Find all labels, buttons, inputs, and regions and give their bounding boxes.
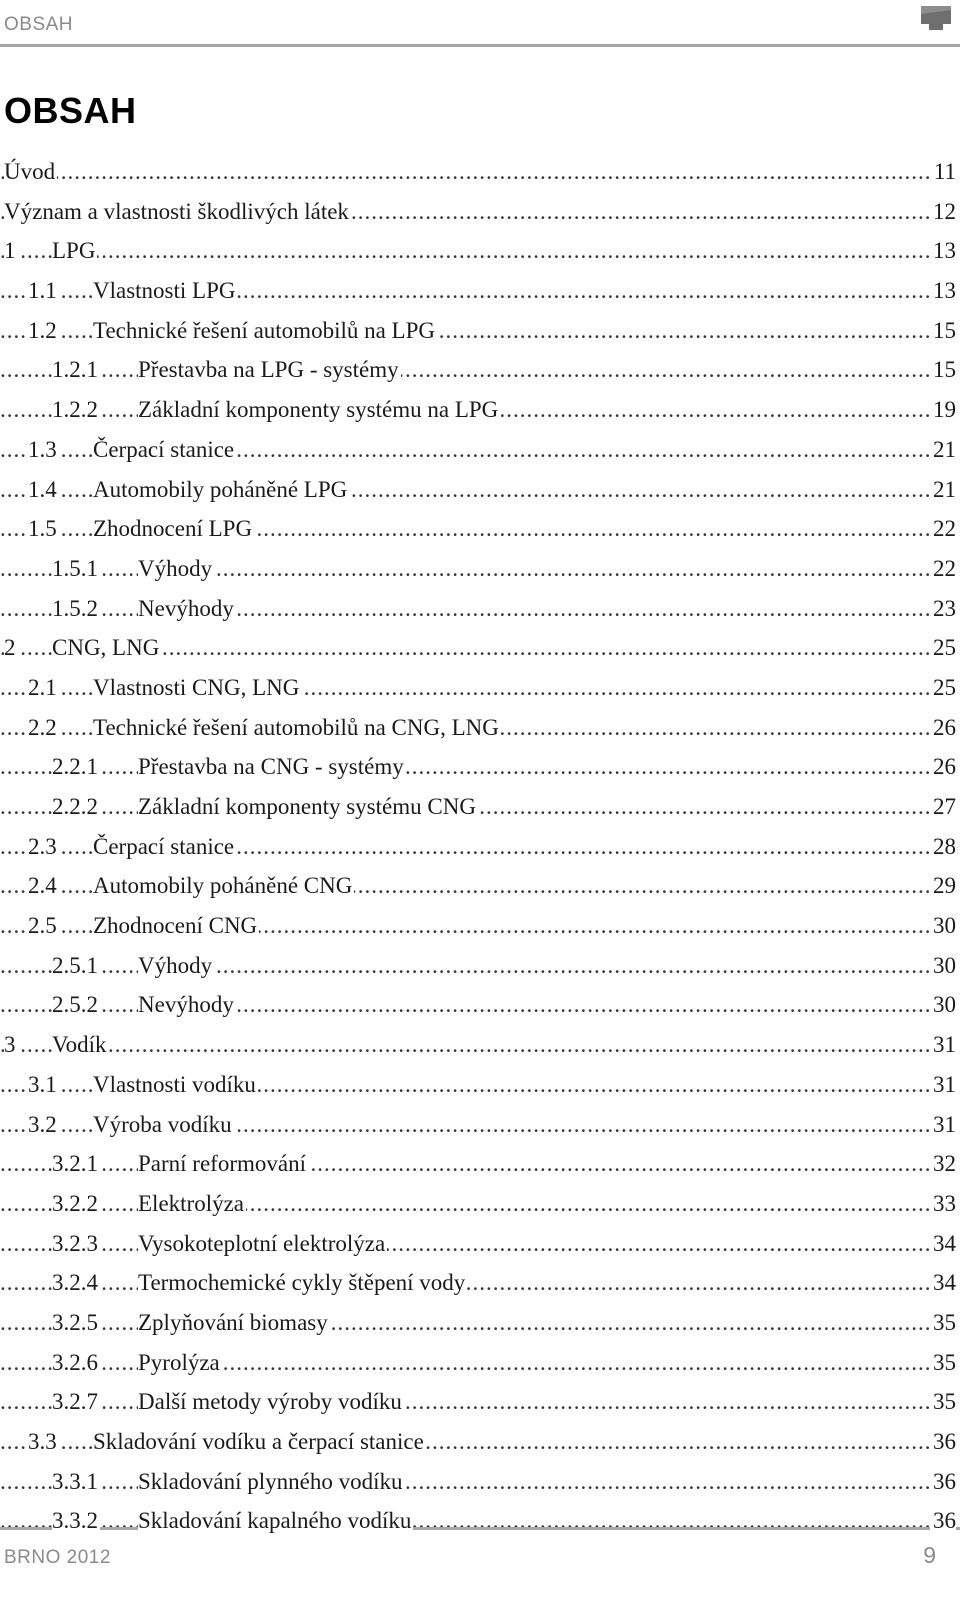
toc-entry[interactable] (0, 1065, 956, 1105)
toc-entry-number: 3 (4, 1025, 18, 1065)
toc-entry-number: 3.2 (28, 1105, 59, 1145)
toc-entry-label: Skladování kapalného vodíku (138, 1501, 413, 1541)
toc-entry[interactable] (0, 747, 956, 787)
toc-entry-page: 23 (930, 589, 956, 629)
toc-entry[interactable] (0, 787, 956, 827)
toc-entry-label: Automobily poháněné CNG (93, 866, 354, 906)
toc-entry-number: 2.5 (28, 906, 59, 946)
toc-entry[interactable] (0, 470, 956, 510)
toc-entry-label: Přestavba na LPG - systémy (138, 350, 401, 390)
toc-entry-page: 19 (930, 390, 956, 430)
toc-entry-number: 2.3 (28, 827, 59, 867)
toc-entry-number: 1.2 (28, 311, 59, 351)
page-title: OBSAH (4, 90, 137, 131)
toc-entry-label: Úvod (4, 152, 57, 192)
toc-entry-number: 1.1 (28, 271, 59, 311)
toc-entry-label: Význam a vlastnosti škodlivých látek (4, 192, 351, 232)
toc-entry-page: 32 (930, 1144, 956, 1184)
toc-entry-number: 2.5.2 (52, 985, 100, 1025)
toc-entry-page: 34 (930, 1224, 956, 1264)
toc-entry-label: Skladování plynného vodíku (138, 1462, 404, 1502)
toc-entry-label: CNG, LNG (52, 628, 161, 668)
toc-entry-number: 2.2 (28, 708, 59, 748)
toc-entry-page: 30 (930, 985, 956, 1025)
header-rule (0, 44, 960, 47)
toc-entry[interactable] (0, 1025, 956, 1065)
toc-entry[interactable] (0, 1343, 956, 1383)
toc-entry-label: Pyrolýza (138, 1343, 222, 1383)
toc-entry[interactable] (0, 985, 956, 1025)
toc-entry-number: 2.1 (28, 668, 59, 708)
toc-entry[interactable] (0, 152, 956, 192)
toc-entry-page: 12 (930, 192, 956, 232)
toc-entry-page: 35 (930, 1303, 956, 1343)
toc-entry[interactable] (0, 1462, 956, 1502)
toc-entry-label: Základní komponenty systému CNG (138, 787, 478, 827)
toc-entry[interactable] (0, 509, 956, 549)
toc-entry-number: 2.5.1 (52, 946, 100, 986)
toc-entry-label: Čerpací stanice (93, 827, 236, 867)
toc-entry-page: 35 (930, 1382, 956, 1422)
toc-entry-number: 3.2.3 (52, 1224, 100, 1264)
toc-entry-page: 21 (930, 430, 956, 470)
toc-entry-page: 26 (930, 708, 956, 748)
toc-entry[interactable] (0, 866, 956, 906)
toc-entry-label: Výhody (138, 549, 214, 589)
header-title: OBSAH (4, 14, 74, 35)
toc-entry-number: 1.5.1 (52, 549, 100, 589)
toc-entry[interactable] (0, 271, 956, 311)
toc-entry-number: 3.2.5 (52, 1303, 100, 1343)
toc-entry-number: 1.3 (28, 430, 59, 470)
toc-entry-label: Nevýhody (138, 589, 236, 629)
toc-entry-label: Termochemické cykly štěpení vody (138, 1263, 467, 1303)
toc-entry[interactable] (0, 1105, 956, 1145)
toc-entry-page: 26 (930, 747, 956, 787)
toc-entry-label: Přestavba na CNG - systémy (138, 747, 406, 787)
toc-entry-page: 15 (930, 350, 956, 390)
toc-entry-label: Technické řešení automobilů na CNG, LNG (93, 708, 501, 748)
table-of-contents (0, 152, 956, 1541)
toc-entry[interactable] (0, 1263, 956, 1303)
toc-entry-label: Základní komponenty systému na LPG (138, 390, 500, 430)
toc-entry-label: Zhodnocení CNG (93, 906, 259, 946)
toc-entry-page: 29 (930, 866, 956, 906)
toc-entry[interactable] (0, 390, 956, 430)
toc-entry-number: 3.2.4 (52, 1263, 100, 1303)
toc-entry-label: Vlastnosti LPG (93, 271, 237, 311)
toc-entry[interactable] (0, 231, 956, 271)
toc-entry-label: Zplyňování biomasy (138, 1303, 330, 1343)
toc-entry-label: Vodík (52, 1025, 109, 1065)
toc-entry-number: 3.3.2 (52, 1501, 100, 1541)
toc-entry-page: 34 (930, 1263, 956, 1303)
toc-entry-number: 3.2.2 (52, 1184, 100, 1224)
toc-entry[interactable] (0, 350, 956, 390)
toc-entry[interactable] (0, 589, 956, 629)
toc-entry-page: 13 (930, 271, 956, 311)
toc-entry-number: 3.2.7 (52, 1382, 100, 1422)
toc-entry-page: 27 (930, 787, 956, 827)
toc-entry-label: Vlastnosti vodíku (93, 1065, 258, 1105)
toc-entry[interactable] (0, 1184, 956, 1224)
toc-entry-label: Vlastnosti CNG, LNG (93, 668, 301, 708)
toc-entry[interactable] (0, 1501, 956, 1541)
toc-entry-page: 13 (930, 231, 956, 271)
toc-entry[interactable] (0, 1303, 956, 1343)
toc-entry[interactable] (0, 628, 956, 668)
toc-entry-page: 36 (930, 1462, 956, 1502)
toc-entry-page: 25 (930, 668, 956, 708)
toc-entry-label: Vysokoteplotní elektrolýza (138, 1224, 387, 1264)
toc-entry[interactable] (0, 708, 956, 748)
toc-entry[interactable] (0, 430, 956, 470)
toc-entry-number: 1.5.2 (52, 589, 100, 629)
toc-entry-number: 3.3 (28, 1422, 59, 1462)
toc-entry-label: Skladování vodíku a čerpací stanice (93, 1422, 426, 1462)
toc-entry[interactable] (0, 668, 956, 708)
toc-entry-page: 28 (930, 827, 956, 867)
toc-entry-page: 36 (930, 1501, 956, 1541)
university-logo-icon (921, 4, 951, 34)
toc-entry-page: 31 (930, 1065, 956, 1105)
toc-entry-number: 1 (4, 231, 18, 271)
toc-entry-number: 2.4 (28, 866, 59, 906)
toc-entry-label: Elektrolýza (138, 1184, 246, 1224)
toc-entry-page: 25 (930, 628, 956, 668)
toc-entry[interactable] (0, 311, 956, 351)
toc-entry-number: 1.5 (28, 509, 59, 549)
footer-location-year: BRNO 2012 (4, 1547, 111, 1568)
toc-entry[interactable] (0, 192, 956, 232)
toc-entry-number: 1.2.2 (52, 390, 100, 430)
toc-dot-leader (0, 231, 956, 271)
toc-entry-label: Automobily poháněné LPG (93, 470, 349, 510)
toc-entry-page: 35 (930, 1343, 956, 1383)
toc-entry-label: Nevýhody (138, 985, 236, 1025)
page-header (0, 0, 960, 46)
toc-entry[interactable] (0, 549, 956, 589)
toc-entry[interactable] (0, 1224, 956, 1264)
toc-entry-page: 31 (930, 1025, 956, 1065)
toc-entry-label: LPG (52, 231, 97, 271)
toc-entry-page: 21 (930, 470, 956, 510)
toc-entry-label: Další metody výroby vodíku (138, 1382, 404, 1422)
toc-entry-label: Technické řešení automobilů na LPG (93, 311, 437, 351)
toc-entry-label: Parní reformování (138, 1144, 308, 1184)
toc-entry[interactable] (0, 906, 956, 946)
toc-entry-number: 1.2.1 (52, 350, 100, 390)
toc-entry-label: Výhody (138, 946, 214, 986)
toc-entry[interactable] (0, 1382, 956, 1422)
toc-entry-number: 2.2.2 (52, 787, 100, 827)
toc-entry[interactable] (0, 1144, 956, 1184)
toc-entry-page: 30 (930, 906, 956, 946)
toc-entry[interactable] (0, 827, 956, 867)
toc-entry-label: Výroba vodíku (93, 1105, 234, 1145)
toc-entry-page: 11 (931, 152, 956, 192)
toc-entry-page: 30 (930, 946, 956, 986)
toc-entry[interactable] (0, 1422, 956, 1462)
toc-entry-page: 36 (930, 1422, 956, 1462)
toc-entry-page: 22 (930, 509, 956, 549)
toc-entry-label: Čerpací stanice (93, 430, 236, 470)
toc-entry-label: Zhodnocení LPG (93, 509, 254, 549)
toc-entry-number: 2.2.1 (52, 747, 100, 787)
toc-dot-leader (0, 1025, 956, 1065)
toc-entry-number: 3.2.1 (52, 1144, 100, 1184)
toc-entry-page: 15 (930, 311, 956, 351)
footer-page-number: 9 (923, 1542, 936, 1568)
toc-entry-page: 31 (930, 1105, 956, 1145)
toc-dot-leader (0, 152, 956, 192)
toc-entry-number: 3.1 (28, 1065, 59, 1105)
toc-entry-number: 3.3.1 (52, 1462, 100, 1502)
toc-entry-number: 3.2.6 (52, 1343, 100, 1383)
toc-entry-page: 33 (930, 1184, 956, 1224)
toc-entry-number: 1.4 (28, 470, 59, 510)
toc-entry[interactable] (0, 946, 956, 986)
toc-entry-number: 2 (4, 628, 18, 668)
toc-entry-page: 22 (930, 549, 956, 589)
